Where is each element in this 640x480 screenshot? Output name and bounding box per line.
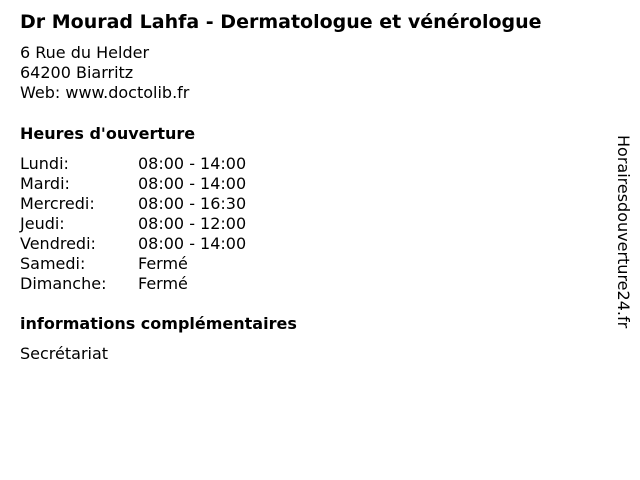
hours-row-wednesday <box>20 194 600 214</box>
time-range: 08:00 - 16:30 <box>138 194 247 213</box>
opening-hours-title: Heures d'ouverture <box>20 124 196 143</box>
time-range: 08:00 - 14:00 <box>138 234 247 253</box>
info-item: Secrétariat <box>20 344 109 363</box>
day-label: Samedi: <box>20 254 86 273</box>
website-link[interactable]: Web: www.doctolib.fr <box>20 83 190 102</box>
time-range: Fermé <box>138 274 188 293</box>
day-label: Lundi: <box>20 154 69 173</box>
additional-info-list <box>20 344 600 364</box>
page-title: Dr Mourad Lahfa - Dermatologue et vénérologue <box>20 11 542 33</box>
time-range: Fermé <box>138 254 188 273</box>
hours-row-saturday <box>20 254 600 274</box>
address-block <box>20 43 600 103</box>
address-street: 6 Rue du Helder <box>20 43 150 62</box>
time-range: 08:00 - 12:00 <box>138 214 247 233</box>
hours-row-sunday <box>20 274 600 294</box>
hours-row-friday <box>20 234 600 254</box>
day-label: Mardi: <box>20 174 70 193</box>
day-label: Mercredi: <box>20 194 95 213</box>
hours-row-monday <box>20 154 600 174</box>
address-city: 64200 Biarritz <box>20 63 134 82</box>
day-label: Jeudi: <box>20 214 65 233</box>
opening-hours-list <box>20 154 600 294</box>
hours-row-thursday <box>20 214 600 234</box>
day-label: Dimanche: <box>20 274 107 293</box>
side-brand-text: Horairesdouverture24.fr <box>614 135 633 329</box>
business-card <box>20 10 600 364</box>
time-range: 08:00 - 14:00 <box>138 154 247 173</box>
hours-row-tuesday <box>20 174 600 194</box>
additional-info-title: informations complémentaires <box>20 314 297 333</box>
day-label: Vendredi: <box>20 234 96 253</box>
time-range: 08:00 - 14:00 <box>138 174 247 193</box>
